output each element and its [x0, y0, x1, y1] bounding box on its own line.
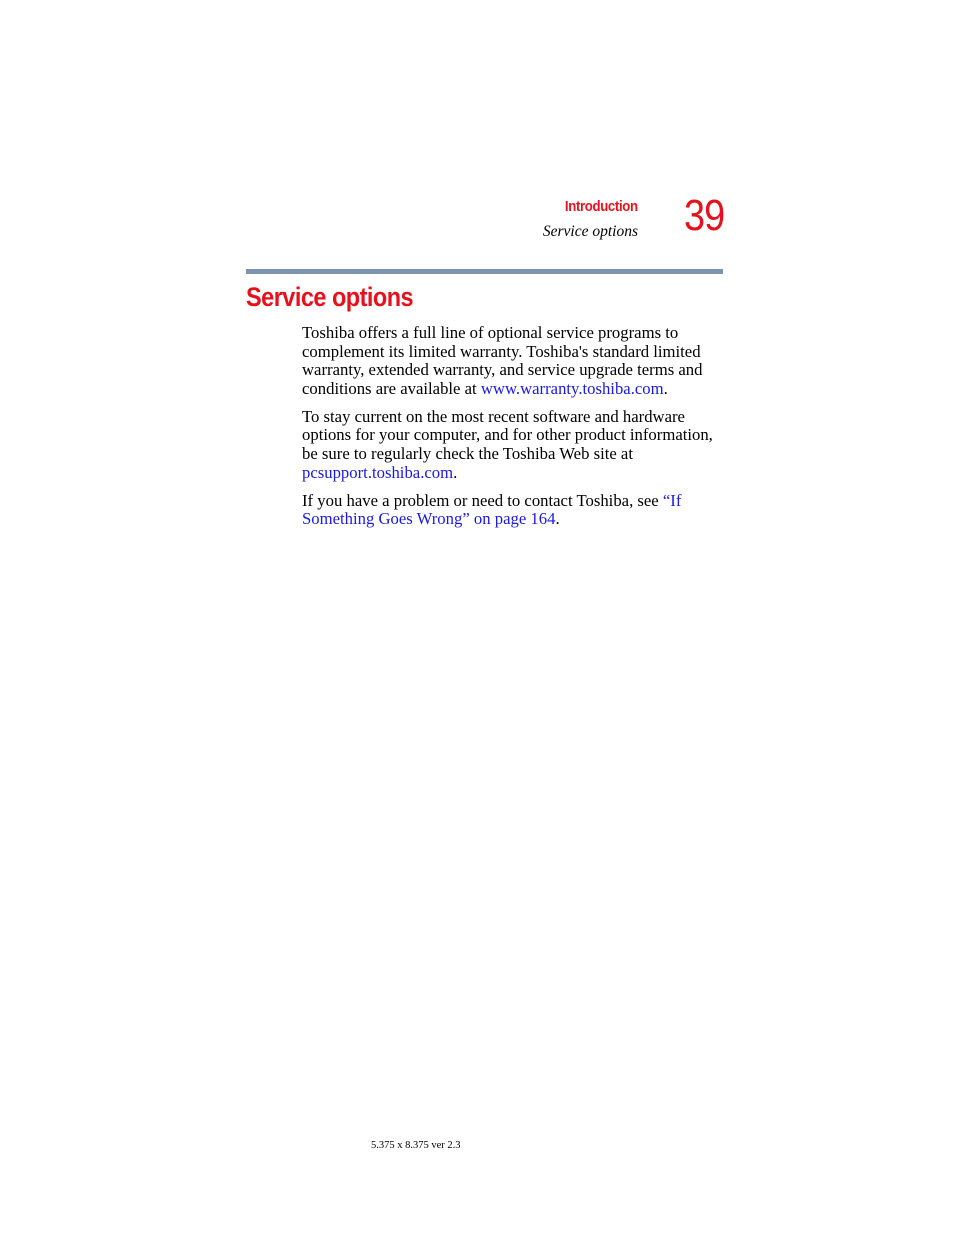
support-link[interactable]: pcsupport.toshiba.com [302, 462, 454, 482]
paragraph-support [302, 408, 727, 482]
paragraph-end: . [555, 509, 560, 529]
footer-version: 5.375 x 8.375 ver 2.3 [371, 1140, 461, 1151]
paragraph-end: . [663, 378, 668, 398]
paragraph-end: . [453, 462, 458, 482]
section-title: Service options [246, 282, 414, 312]
paragraph-contact [302, 492, 727, 529]
header-section-title: Service options [542, 223, 638, 240]
paragraph-text: If you have a problem or need to contact Toshiba, see [302, 490, 663, 510]
cross-reference-link[interactable]: “If Something Goes Wrong” on page 164 [302, 490, 682, 529]
paragraph-warranty [302, 324, 727, 398]
body-text [302, 324, 727, 538]
paragraph-text: To stay current on the most recent software and hardware options for your computer, and for other product information, be sure to regularly check the Toshiba Web site at [302, 406, 713, 463]
header-chapter-title: Introduction [565, 198, 638, 215]
section-divider [246, 269, 723, 274]
paragraph-text: Toshiba offers a full line of optional service programs to complement its limited warranty. Toshiba's standard limited warranty, extended warranty, and service upgrade terms and conditions are available at [302, 323, 703, 398]
warranty-link[interactable]: www.warranty.toshiba.com [480, 378, 664, 398]
page-number: 39 [684, 191, 725, 240]
